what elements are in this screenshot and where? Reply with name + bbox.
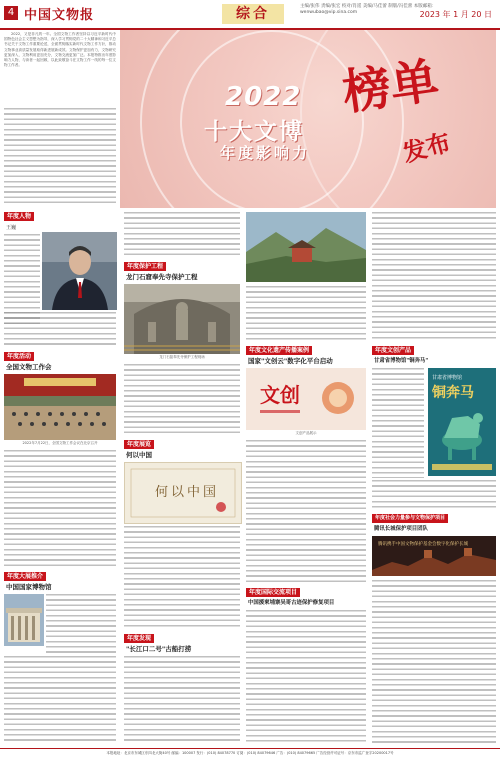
text-lines xyxy=(372,212,496,342)
text-lines xyxy=(372,368,424,478)
text-lines xyxy=(4,450,116,566)
section-tag: 年度保护工程 xyxy=(124,262,166,271)
landscape-photo xyxy=(246,212,366,282)
conference-photo xyxy=(4,374,116,440)
banner-title: 十大文博 xyxy=(204,119,304,145)
article-head: 中国援柬埔寨吴哥古迹保护修复项目 xyxy=(248,600,335,606)
section-tag: 年度文创产品 xyxy=(372,346,414,355)
section-tag: 年度活动 xyxy=(4,352,34,361)
wenchuang-photo xyxy=(246,368,366,430)
person-name: 王巍 xyxy=(6,225,17,231)
article-head: 龙门石窟奉先寺保护工程 xyxy=(126,273,198,281)
poster-headline: 铜奔马 xyxy=(432,385,474,401)
text-lines xyxy=(246,440,366,584)
article-head: 中国国家博物馆 xyxy=(6,583,52,591)
exhibition-poster xyxy=(124,462,242,524)
text-lines xyxy=(4,656,116,744)
article-head: 国家"文创云"数字化平台启动 xyxy=(248,357,333,365)
portrait-photo xyxy=(42,232,117,310)
article-head: 腾讯长城保护项目团队 xyxy=(374,526,428,532)
svg-text:文创: 文创 xyxy=(260,383,300,407)
greatwall-banner xyxy=(372,536,496,576)
text-lines xyxy=(124,364,240,436)
horse-figure xyxy=(428,368,496,476)
section-tag: 年度发现 xyxy=(124,634,154,643)
article-head: 全国文物工作会 xyxy=(6,363,52,371)
page-footer: 本报地址：北京市东城区东四北大街40号 邮编：100007 发行：(010) 84078770 订阅：(010) 84079646 广告：(010) 84079665 广告经营许可证号：京东市监广登字20200017号 xyxy=(0,748,500,758)
section-label: 综合 xyxy=(222,4,284,24)
greatwall-illustration xyxy=(372,536,496,576)
section-tag: 年度展览 xyxy=(124,440,154,449)
paper-name: 中国文物报 xyxy=(24,8,95,23)
section-tag: 年度文化遗产传播案例 xyxy=(246,346,312,355)
photo-caption: 龙门石窟奉先寺保护工程现场 xyxy=(159,355,205,359)
product-poster xyxy=(428,368,496,476)
banner-calligraphy: 发布 xyxy=(399,127,454,168)
landscape-illustration xyxy=(246,212,366,282)
text-lines xyxy=(124,212,240,258)
text-lines xyxy=(124,526,240,630)
banner-caption: 腾讯携手中国文物保护基金会数字化保护长城 xyxy=(378,542,468,547)
text-lines xyxy=(246,286,366,342)
grotto-photo xyxy=(124,284,240,354)
text-lines xyxy=(246,610,366,744)
text-lines xyxy=(372,480,496,510)
article-head: 何以中国 xyxy=(126,451,152,459)
editorial-line: 主编/张伟 责编/张宏 校对/肖遥 美编/马佳蕾 制版/冯佳蕾 本版邮箱：wenwubao@vip.sina.com xyxy=(300,4,437,15)
poster-title: 何以中国 xyxy=(155,485,220,500)
grotto-illustration xyxy=(124,284,240,354)
banner-calligraphy: 榜单 xyxy=(339,52,443,122)
section-tag: 年度人物 xyxy=(4,212,34,221)
section-tag: 年度大展推介 xyxy=(4,572,46,581)
text-lines xyxy=(4,312,116,348)
intro-paragraph: 2022，又是非凡的一年。全国文物工作者坚持以习近平新时代中国特色社会主义思想为指导，深入学习贯彻党的二十大精神和习近平总书记关于文物工作重要论述，全面贯彻落实新时代文物工作方针，推动文物事业高质量发展取得新进展新成效。文物保护更加有力，文物研究更加深入，文物利用更加充分，文物交流更加广泛。本报特推出年度影响力人物，与读者一起回顾，以此致敬奋斗在文物工作一线的每一位文物工作者。 xyxy=(4,32,116,68)
banner-subtitle: 年度影响力 xyxy=(220,144,311,162)
text-lines xyxy=(46,594,116,654)
section-tag: 年度社会力量参与文物保护项目 xyxy=(372,514,448,523)
section-tag: 年度国际交流项目 xyxy=(246,588,300,597)
poster-caption: 甘肃省博物馆 xyxy=(432,375,463,381)
intro-text-lines xyxy=(4,108,116,204)
feature-banner xyxy=(120,30,496,208)
photo-caption: 文创产品展示 xyxy=(295,431,317,435)
article-head: 甘肃省博物馆"铜奔马" xyxy=(374,358,429,364)
wenchuang-illustration xyxy=(246,368,366,430)
building-photo xyxy=(4,594,44,646)
issue-date: 2023 年 1 月 20 日 xyxy=(419,10,492,19)
portrait-illustration xyxy=(42,232,117,310)
text-lines xyxy=(4,234,40,324)
conference-illustration xyxy=(4,374,116,440)
museum-illustration xyxy=(4,594,44,646)
page-number: 4 xyxy=(4,6,18,20)
article-head: "长江口二号"古船打捞 xyxy=(126,645,192,653)
text-lines xyxy=(372,580,496,744)
banner-year: 2022 xyxy=(225,82,302,112)
text-lines xyxy=(124,656,240,744)
poster-decoration xyxy=(125,463,241,523)
masthead xyxy=(0,0,500,30)
photo-caption: 2022年7月22日，全国文物工作会议在北京召开 xyxy=(22,441,98,445)
